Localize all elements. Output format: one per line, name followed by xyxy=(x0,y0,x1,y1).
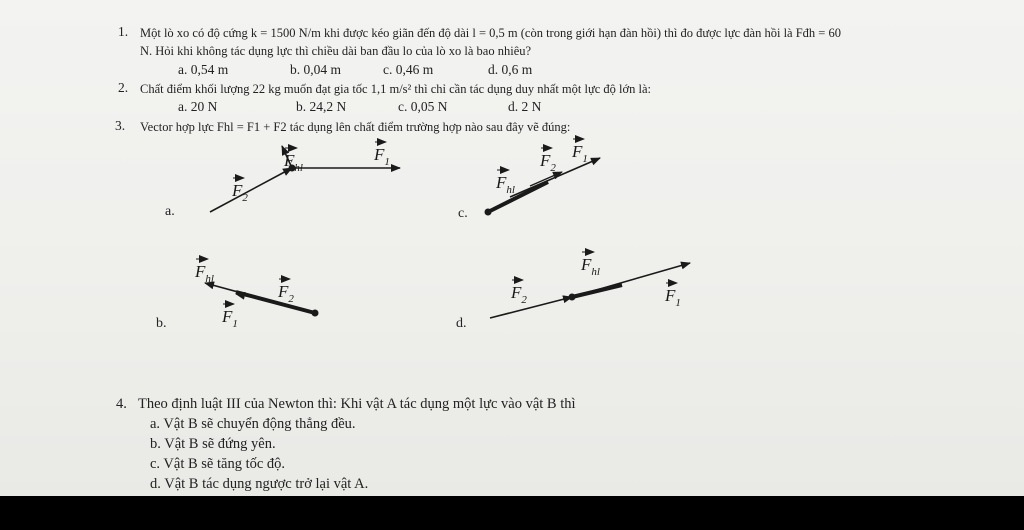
q3-fig-c-label: c. xyxy=(458,206,468,221)
q2-option-d: d. 2 N xyxy=(508,99,542,114)
q2-text: Chất điểm khối lượng 22 kg muốn đạt gia tốc 1,1 m/s² thì chỉ cần tác dụng duy nhất một lực độ lớn là: xyxy=(140,82,651,96)
fig-c-point xyxy=(485,209,492,216)
q4-number: 4. xyxy=(116,396,127,412)
fig-b-label-f1: $F_1$ xyxy=(222,307,238,330)
fig-d-label-f1: $F_1$ xyxy=(665,286,681,309)
fig-d-label-fhl: $F_{hl}$ xyxy=(581,255,600,278)
q4-option-a: a. Vật B sẽ chuyển động thẳng đều. xyxy=(150,416,356,432)
fig-a-label-fhl: $F_{hl}$ xyxy=(284,151,303,174)
q3-fig-d-label: d. xyxy=(456,316,467,331)
q4-option-c: c. Vật B sẽ tăng tốc độ. xyxy=(150,456,286,472)
fig-b-f1-thick xyxy=(236,292,315,313)
q3-fig-b-label: b. xyxy=(156,316,167,331)
fig-a-label-f2: $F_2$ xyxy=(232,181,248,204)
fig-d-f2-arrow xyxy=(490,297,572,318)
fig-a-label-f1: $F_1$ xyxy=(374,145,390,168)
q1-option-a: a. 0,54 m xyxy=(178,62,229,77)
fig-a-f2-arrow xyxy=(210,168,292,212)
q4-option-b: b. Vật B sẽ đứng yên. xyxy=(150,436,276,452)
q3-figure-a xyxy=(210,146,400,212)
fig-b-point xyxy=(312,310,319,317)
fig-d-point xyxy=(569,294,576,301)
q3-number: 3. xyxy=(115,118,126,133)
q4-option-d: d. Vật B tác dụng ngược trở lại vật A. xyxy=(150,476,369,492)
q3-fig-a-label: a. xyxy=(165,204,175,219)
q1-option-b: b. 0,04 m xyxy=(290,62,342,77)
fig-c-label-f1: $F_1$ xyxy=(572,142,588,165)
fig-c-label-f2: $F_2$ xyxy=(540,151,556,174)
bottom-black-bar xyxy=(0,496,1024,530)
q2-option-b: b. 24,2 N xyxy=(296,99,347,114)
q3-text: Vector hợp lực Fhl = F1 + F2 tác dụng lên chất điểm trường hợp nào sau đây vẽ đúng: xyxy=(140,120,571,134)
q1-option-d: d. 0,6 m xyxy=(488,62,533,77)
fig-b-label-f2: $F_2$ xyxy=(278,282,294,305)
q2-option-a: a. 20 N xyxy=(178,99,218,114)
fig-d-label-f2: $F_2$ xyxy=(511,283,527,306)
q2-option-c: c. 0,05 N xyxy=(398,99,448,114)
fig-c-label-fhl: $F_{hl}$ xyxy=(496,173,515,196)
q1-option-c: c. 0,46 m xyxy=(383,62,434,77)
q4-text: Theo định luật III của Newton thì: Khi vật A tác dụng một lực vào vật B thì xyxy=(138,396,576,412)
q1-text-line1: Một lò xo có độ cứng k = 1500 N/m khi được kéo giãn đến độ dài l = 0,5 m (còn trong giới hạn đàn hồi) thì đo được lực đàn hồi là Fđh = 60 xyxy=(140,26,841,40)
q2-number: 2. xyxy=(118,80,129,95)
q1-text-line2: N. Hỏi khi không tác dụng lực thì chiều dài ban đầu lo của lò xo là bao nhiêu? xyxy=(140,44,532,58)
q1-number: 1. xyxy=(118,24,129,39)
fig-b-label-fhl: $F_{hl}$ xyxy=(195,262,214,285)
